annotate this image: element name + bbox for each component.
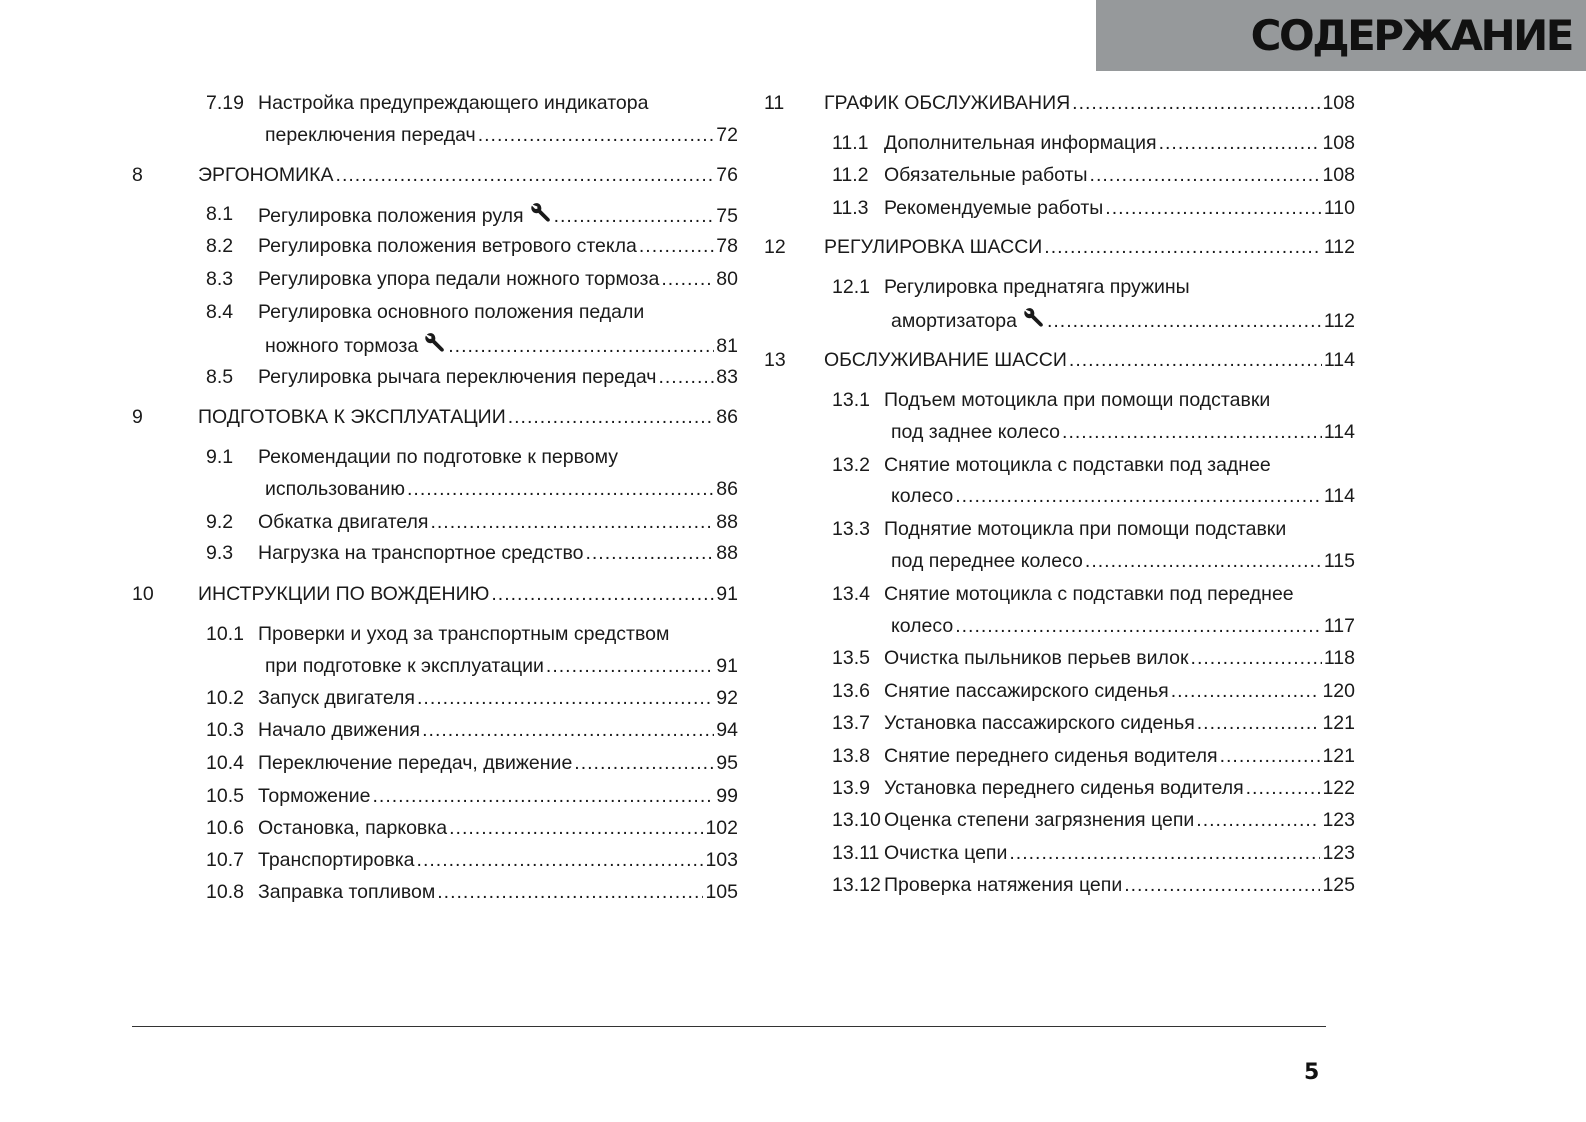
- toc-line: [764, 484, 1371, 508]
- toc-entry-title: Регулировка упора педали ножного тормоза: [258, 268, 660, 290]
- dot-leader: [1009, 841, 1320, 865]
- toc-line: [764, 614, 1371, 638]
- toc-line: [132, 445, 738, 469]
- toc-entry-page: 121: [1322, 712, 1355, 734]
- dot-leader: [373, 784, 715, 808]
- toc-entry-number: 10.3: [206, 719, 244, 741]
- toc-entry-title: Переключение передач, движение: [258, 752, 573, 774]
- toc-entry-title: Рекомендуемые работы: [884, 197, 1104, 219]
- toc-entry-title: Снятие мотоцикла с подставки под заднее: [884, 454, 1271, 476]
- toc-line: [764, 582, 1371, 606]
- toc-entry-page: 114: [1323, 485, 1355, 507]
- toc-entry-page: 102: [705, 817, 738, 839]
- toc-entry-title: Обязательные работы: [884, 164, 1088, 186]
- toc-line: [132, 365, 738, 389]
- dot-leader: [417, 686, 714, 710]
- toc-entry-title: Оценка степени загрязнения цепи: [884, 809, 1195, 831]
- toc-entry-number: 10.6: [206, 817, 244, 839]
- toc-entry-number: 9.2: [206, 511, 234, 533]
- toc-entry-title: РЕГУЛИРОВКА ШАССИ: [824, 236, 1043, 258]
- toc-entry-number: 13.4: [832, 583, 870, 605]
- dot-leader: [585, 541, 714, 565]
- toc-entry-title: ножного тормоза: [265, 335, 419, 357]
- toc-entry-title: Остановка, парковка: [258, 817, 448, 839]
- toc-entry-number: 10.7: [206, 849, 244, 871]
- toc-entry-number: 10.5: [206, 785, 244, 807]
- dot-leader: [639, 234, 714, 258]
- toc-entry-title: Проверка натяжения цепи: [884, 874, 1123, 896]
- toc-line: [132, 880, 738, 904]
- toc-line: [132, 654, 738, 678]
- toc-line: [132, 622, 738, 646]
- dot-leader: [407, 477, 714, 501]
- toc-entry-title: Регулировка положения руля: [258, 205, 524, 227]
- toc-line: [132, 816, 738, 840]
- toc-entry-number: 10.2: [206, 687, 244, 709]
- toc-line: [132, 163, 738, 187]
- toc-entry-page: 115: [1323, 550, 1355, 572]
- toc-entry-title: Очистка пыльников перьев вилок: [884, 647, 1189, 669]
- toc-entry-title: Транспортировка: [258, 849, 415, 871]
- toc-entry-title: колесо: [891, 485, 954, 507]
- toc-entry-page: 121: [1322, 745, 1355, 767]
- toc-line: [132, 91, 738, 115]
- toc-entry-title: использованию: [265, 478, 405, 500]
- toc-entry-number: 13.9: [832, 777, 870, 799]
- toc-line: [132, 751, 738, 775]
- dot-leader: [1196, 808, 1320, 832]
- wrench-icon: [1023, 307, 1045, 327]
- toc-entry-number: 12: [764, 236, 786, 258]
- dot-leader: [1062, 420, 1322, 444]
- dot-leader: [336, 163, 715, 187]
- toc-entry-title: при подготовке к эксплуатации: [265, 655, 544, 677]
- header-bar: [1096, 0, 1586, 71]
- toc-entry-page: 105: [705, 881, 738, 903]
- toc-entry-title: под переднее колесо: [891, 550, 1083, 572]
- toc-entry-number: 13.8: [832, 745, 870, 767]
- toc-entry-page: 123: [1322, 842, 1355, 864]
- toc-entry-page: 76: [716, 164, 738, 186]
- toc-entry-page: 88: [716, 511, 738, 533]
- dot-leader: [1220, 744, 1321, 768]
- toc-entry-page: 72: [716, 124, 738, 146]
- toc-line: [764, 307, 1371, 331]
- toc-entry-number: 9.1: [206, 446, 234, 468]
- dot-leader: [422, 718, 714, 742]
- dot-leader: [449, 816, 703, 840]
- toc-entry-page: 80: [716, 268, 738, 290]
- toc-entry-number: 8: [132, 164, 143, 186]
- dot-leader: [417, 848, 704, 872]
- toc-entry-number: 12.1: [832, 276, 870, 298]
- toc-line: [132, 541, 738, 565]
- toc-entry-title: ИНСТРУКЦИИ ПО ВОЖДЕНИЮ: [198, 583, 490, 605]
- dot-leader: [1044, 235, 1322, 259]
- toc-entry-page: 110: [1323, 197, 1355, 219]
- toc-entry-page: 114: [1323, 421, 1355, 443]
- dot-leader: [546, 654, 714, 678]
- toc-entry-page: 112: [1323, 236, 1355, 258]
- toc-entry-title: ЭРГОНОМИКА: [198, 164, 334, 186]
- dot-leader: [554, 204, 715, 228]
- toc-entry-number: 10.1: [206, 623, 244, 645]
- toc-entry-title: Заправка топливом: [258, 881, 436, 903]
- dot-leader: [1085, 549, 1322, 573]
- toc-entry-title: Запуск двигателя: [258, 687, 415, 709]
- toc-entry-page: 94: [716, 719, 738, 741]
- toc-line: [764, 131, 1371, 155]
- toc-entry-number: 13.10: [832, 809, 881, 831]
- dot-leader: [1069, 348, 1322, 372]
- toc-entry-title: Торможение: [258, 785, 371, 807]
- toc-entry-number: 13.5: [832, 647, 870, 669]
- toc-line: [132, 405, 738, 429]
- dot-leader: [448, 334, 714, 358]
- dot-leader: [1090, 163, 1321, 187]
- dot-leader: [955, 484, 1322, 508]
- toc-entry-title: колесо: [891, 615, 954, 637]
- dot-leader: [661, 267, 714, 291]
- toc-entry-number: 13.6: [832, 680, 870, 702]
- toc-entry-title: ОБСЛУЖИВАНИЕ ШАССИ: [824, 349, 1067, 371]
- toc-entry-title: Регулировка положения ветрового стекла: [258, 235, 637, 257]
- toc-line: [764, 91, 1371, 115]
- toc-line: [132, 686, 738, 710]
- toc-entry-number: 13.2: [832, 454, 870, 476]
- toc-entry-page: 122: [1322, 777, 1355, 799]
- toc-entry-title: ПОДГОТОВКА К ЭКСПЛУАТАЦИИ: [198, 406, 506, 428]
- toc-entry-page: 95: [716, 752, 738, 774]
- toc-entry-title: под заднее колесо: [891, 421, 1061, 443]
- dot-leader: [574, 751, 714, 775]
- toc-entry-page: 86: [716, 478, 738, 500]
- dot-leader: [478, 123, 715, 147]
- toc-entry-title: Дополнительная информация: [884, 132, 1157, 154]
- toc-line: [764, 196, 1371, 220]
- toc-entry-number: 10.4: [206, 752, 244, 774]
- toc-entry-page: 120: [1322, 680, 1355, 702]
- toc-entry-number: 13.3: [832, 518, 870, 540]
- toc-entry-page: 117: [1323, 615, 1355, 637]
- toc-line: [764, 453, 1371, 477]
- dot-leader: [430, 510, 714, 534]
- toc-entry-title: Снятие мотоцикла с подставки под переднее: [884, 583, 1294, 605]
- toc-entry-title: Снятие пассажирского сиденья: [884, 680, 1169, 702]
- toc-line: [132, 784, 738, 808]
- toc-entry-number: 8.4: [206, 301, 234, 323]
- dot-leader: [1124, 873, 1320, 897]
- dot-leader: [1105, 196, 1322, 220]
- toc-entry-page: 108: [1322, 132, 1355, 154]
- dot-leader: [1197, 711, 1321, 735]
- toc-line: [132, 848, 738, 872]
- toc-entry-number: 11.2: [832, 164, 869, 186]
- toc-entry-title: Регулировка основного положения педали: [258, 301, 645, 323]
- toc-entry-page: 75: [716, 205, 738, 227]
- toc-line: [132, 123, 738, 147]
- dot-leader: [1072, 91, 1320, 115]
- toc-entry-number: 13.7: [832, 712, 870, 734]
- toc-entry-title: переключения передач: [265, 124, 476, 146]
- toc-entry-page: 78: [716, 235, 738, 257]
- toc-line: [132, 332, 738, 356]
- toc-line: [764, 348, 1371, 372]
- toc-entry-number: 8.3: [206, 268, 234, 290]
- page-title: СОДЕРЖАНИЕ: [1250, 11, 1572, 60]
- toc-entry-page: 88: [716, 542, 738, 564]
- toc-entry-title: Проверки и уход за транспортным средством: [258, 623, 670, 645]
- toc-line: [764, 776, 1371, 800]
- toc-entry-title: Очистка цепи: [884, 842, 1008, 864]
- toc-entry-title: Нагрузка на транспортное средство: [258, 542, 584, 564]
- toc-entry-page: 81: [716, 335, 738, 357]
- toc-entry-title: Рекомендации по подготовке к первому: [258, 446, 618, 468]
- toc-entry-page: 114: [1323, 349, 1355, 371]
- toc-line: [764, 679, 1371, 703]
- toc-entry-number: 13: [764, 349, 786, 371]
- dot-leader: [1246, 776, 1321, 800]
- toc-entry-page: 99: [716, 785, 738, 807]
- toc-entry-title: Настройка предупреждающего индикатора: [258, 92, 649, 114]
- toc-entry-number: 13.11: [832, 842, 880, 864]
- toc-entry-page: 92: [716, 687, 738, 709]
- toc-entry-page: 103: [705, 849, 738, 871]
- dot-leader: [1047, 309, 1322, 333]
- toc-entry-number: 11.1: [832, 132, 869, 154]
- toc-line: [764, 549, 1371, 573]
- toc-entry-page: 91: [716, 655, 738, 677]
- toc-line: [764, 388, 1371, 412]
- toc-entry-title: Подъем мотоцикла при помощи подставки: [884, 389, 1271, 411]
- toc-entry-title: Установка пассажирского сиденья: [884, 712, 1195, 734]
- toc-entry-page: 112: [1323, 310, 1355, 332]
- toc-line: [132, 510, 738, 534]
- toc-entry-number: 10: [132, 583, 154, 605]
- toc-entry-title: Установка переднего сиденья водителя: [884, 777, 1244, 799]
- toc-entry-page: 108: [1322, 164, 1355, 186]
- dot-leader: [1171, 679, 1321, 703]
- toc-line: [132, 300, 738, 324]
- toc-line: [132, 234, 738, 258]
- toc-entry-title: Обкатка двигателя: [258, 511, 429, 533]
- toc-entry-page: 125: [1322, 874, 1355, 896]
- toc-line: [764, 711, 1371, 735]
- dot-leader: [955, 614, 1322, 638]
- page-number: 5: [1304, 1060, 1320, 1085]
- toc-entry-number: 8.2: [206, 235, 234, 257]
- toc-entry-number: 9.3: [206, 542, 234, 564]
- toc-entry-number: 7.19: [206, 92, 244, 114]
- toc-entry-title: ГРАФИК ОБСЛУЖИВАНИЯ: [824, 92, 1071, 114]
- toc-line: [132, 267, 738, 291]
- dot-leader: [658, 365, 714, 389]
- toc-line: [132, 202, 738, 226]
- wrench-icon: [424, 332, 446, 352]
- toc-line: [764, 873, 1371, 897]
- toc-entry-page: 86: [716, 406, 738, 428]
- toc-line: [764, 841, 1371, 865]
- dot-leader: [437, 880, 703, 904]
- toc-entry-page: 123: [1322, 809, 1355, 831]
- toc-line: [132, 582, 738, 606]
- wrench-icon: [530, 202, 552, 222]
- toc-entry-title: амортизатора: [891, 310, 1017, 332]
- toc-line: [764, 235, 1371, 259]
- toc-entry-page: 118: [1323, 647, 1355, 669]
- toc-entry-number: 10.8: [206, 881, 244, 903]
- dot-leader: [1191, 646, 1322, 670]
- toc-entry-number: 11: [764, 92, 785, 114]
- footer-divider: [132, 1026, 1326, 1027]
- toc-line: [132, 477, 738, 501]
- toc-entry-number: 8.1: [206, 203, 234, 225]
- toc-entry-number: 13.1: [832, 389, 870, 411]
- toc-line: [764, 517, 1371, 541]
- toc-entry-title: Регулировка преднатяга пружины: [884, 276, 1190, 298]
- toc-entry-number: 13.12: [832, 874, 881, 896]
- dot-leader: [508, 405, 715, 429]
- toc-line: [764, 808, 1371, 832]
- toc-entry-number: 9: [132, 406, 143, 428]
- toc-entry-page: 91: [716, 583, 738, 605]
- toc-entry-title: Снятие переднего сиденья водителя: [884, 745, 1218, 767]
- dot-leader: [491, 582, 714, 606]
- dot-leader: [1159, 131, 1321, 155]
- toc-line: [132, 718, 738, 742]
- toc-entry-number: 11.3: [832, 197, 869, 219]
- toc-line: [764, 744, 1371, 768]
- toc-entry-title: Поднятие мотоцикла при помощи подставки: [884, 518, 1287, 540]
- toc-line: [764, 163, 1371, 187]
- toc-line: [764, 646, 1371, 670]
- toc-line: [764, 275, 1371, 299]
- toc-line: [764, 420, 1371, 444]
- toc-entry-page: 108: [1322, 92, 1355, 114]
- toc-entry-title: Начало движения: [258, 719, 421, 741]
- toc-entry-title: Регулировка рычага переключения передач: [258, 366, 657, 388]
- toc-entry-number: 8.5: [206, 366, 234, 388]
- toc-entry-page: 83: [716, 366, 738, 388]
